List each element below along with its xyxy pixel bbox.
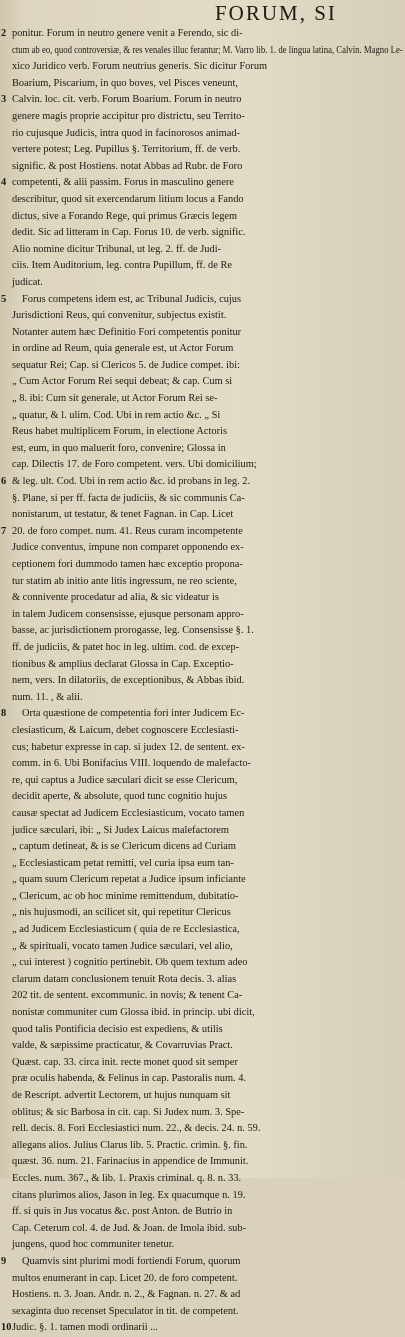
text-line (0, 607, 405, 624)
line-text: decidit aperte, & absolute, quod tunc cognitio hujus (12, 791, 227, 803)
line-text: nonistarum, ut testatur, & tenet Fagnan. in Cap. Licet (12, 509, 234, 521)
paragraph-number: 8 (1, 708, 7, 720)
line-text: in ordine ad Reum, quia generale est, ut Actor Forum (12, 343, 234, 355)
line-text: multos enumerant in cap. Licet 20. de foro competent. (12, 1272, 238, 1284)
line-text: tur statim ab initio ante litis ingressum, ne reo sciente, (12, 575, 237, 587)
text-line (0, 1304, 405, 1321)
text-line (0, 1171, 405, 1188)
line-text: tionibus & amplius declarat Glossa in Cap. Exceptio- (12, 658, 234, 670)
paragraph-number: 3 (1, 94, 7, 106)
line-text: quod talis Pontificia decisio est expediens, & utilis (12, 1023, 223, 1035)
text-line (0, 491, 405, 508)
text-line (0, 109, 405, 126)
text-line (0, 623, 405, 640)
line-text: citans plurimos alios, Jason in leg. Ex quacumque n. 19. (12, 1189, 246, 1201)
line-text: judice sæculari, ibi: „ Si Judex Laicus malefactorem (12, 824, 229, 836)
line-text: cap. Dilectis 17. de Foro competent. vers. Ubi domicilium; (12, 459, 257, 471)
line-text: clarum datam conclusionem tenuit Rota decis. 3. alias (12, 973, 237, 985)
text-line (0, 292, 405, 309)
text-line (0, 1138, 405, 1155)
line-text: genere magis proprie accipitur pro districtu, seu Territo- (12, 110, 245, 122)
line-text: judicat. (12, 276, 43, 288)
text-line (0, 225, 405, 242)
line-text: Judice conventus, impune non comparet opponendo ex- (12, 542, 244, 554)
line-text: comm. in 6. Ubi Bonifacius VIII. loquendo de malefacto- (12, 758, 252, 770)
line-text: clesiasticum, & Laicum, debet cognoscere Ecclesiasti- (12, 724, 239, 736)
text-line (0, 258, 405, 275)
line-text: competenti, & alii passim. Forus in masculino genere (12, 177, 234, 189)
text-line (0, 922, 405, 939)
line-text: „ & spirituali, vocato tamen Judice sæculari, vel alio, (12, 940, 233, 952)
line-text: quæst. 36. num. 21. Farinacius in appendice de Immunit. (12, 1156, 249, 1168)
line-text: ctum ab eo, quod controversiæ, & res venales illuc ferantur; M. Varro lib. 1. de lingua latina, Calvin. Magno Le- (12, 44, 403, 56)
line-text: sexaginta duo recenset Speculator in tit. de competent. (12, 1305, 239, 1317)
text-line (0, 740, 405, 757)
line-text: Orta quæstione de competentia fori inter Judicem Ec- (22, 708, 245, 720)
text-line (0, 358, 405, 375)
line-text: Quæst. cap. 33. circa init. recte monet quod sit semper (12, 1056, 238, 1068)
text-line (0, 192, 405, 209)
text-line (0, 76, 405, 93)
line-text: cus; habetur expresse in cap. si judex 12. de sentent. ex- (12, 741, 245, 753)
text-line (0, 939, 405, 956)
text-line (0, 673, 405, 690)
text-line (0, 1320, 405, 1337)
line-text: „ Clericum, ac ob hoc minime remittendum, dubitatio- (12, 890, 239, 902)
line-text: Alio nomine dicitur Tribunal, ut leg. 2. ff. de Judi- (12, 243, 222, 255)
line-text: nem, vers. In dilatoriis, de exceptionibus, & Abbas ibid. (12, 675, 245, 687)
text-line (0, 1088, 405, 1105)
text-line (0, 92, 405, 109)
line-text: rio cujusque Judicis, intra quod in facinorosos animad- (12, 127, 240, 139)
line-text: nonistæ communiter cum Glossa ibid. in princip. ubi dicit, (12, 1007, 255, 1019)
line-text: Eccles. num. 367., & lib. 1. Praxis criminal. q. 8. n. 33. (12, 1172, 242, 1184)
text-line (0, 1022, 405, 1039)
text-line (0, 126, 405, 143)
text-line (0, 1005, 405, 1022)
line-text: Judic. §. 1. tamen modi ordinarii ... (12, 1322, 159, 1334)
text-line (0, 955, 405, 972)
line-text: §. Plane, si per ff. facta de judiciis, & sic communis Ca- (12, 492, 245, 504)
text-line (0, 1038, 405, 1055)
text-line (0, 474, 405, 491)
line-text: causæ spectat ad Judicem Ecclesiasticum, vocato tamen (12, 807, 245, 819)
text-line (0, 839, 405, 856)
text-line (0, 540, 405, 557)
line-text: „ Ecclesiasticam petat remitti, vel curia ipsa eum tan- (12, 857, 234, 869)
text-line (0, 325, 405, 342)
line-text: „ 8. ibi: Cum sit generale, ut Actor Forum Rei se- (12, 393, 218, 405)
line-text: valde, & sæpissime practicatur, & Covarruvias Pract. (12, 1040, 233, 1052)
line-text: 20. de foro compet. num. 41. Reus curam incompetente (12, 525, 243, 537)
line-text: Cap. Ceterum col. 4. de Jud. & Joan. de Imola ibid. sub- (12, 1222, 247, 1234)
paragraph-number: 9 (1, 1255, 7, 1267)
line-text: dictus, sive a Forando Rege, qui primus Græcis legem (12, 210, 238, 222)
text-line (0, 872, 405, 889)
line-text: „ cui interest ) cognitio pertinebit. Ob quem textum adeo (12, 957, 248, 969)
line-text: Quamvis sint plurimi modi fortiendi Forum, quorum (22, 1255, 241, 1267)
line-text: „ ad Judicem Ecclesiasticum ( quia de re Ecclesiastica, (12, 924, 240, 936)
text-body (0, 26, 405, 1337)
text-line (0, 142, 405, 159)
text-line (0, 275, 405, 292)
line-text: Reus habet multiplicem Forum, in electione Actoris (12, 426, 227, 438)
text-line (0, 1055, 405, 1072)
text-line (0, 889, 405, 906)
text-line (0, 1105, 405, 1122)
line-text: ff. de judiciis, & patet hoc in leg. ultim. cod. de excep- (12, 641, 240, 653)
text-line (0, 308, 405, 325)
text-line (0, 640, 405, 657)
line-text: ceptionem fori dummodo tamen hæc exceptio propona- (12, 559, 243, 570)
line-text: oblitus; & sic Barbosa in cit. cap. Si Judex num. 3. Spe- (12, 1106, 245, 1118)
text-line (0, 690, 405, 707)
text-line (0, 391, 405, 408)
line-text: xico Juridico verb. Forum neutrius generis. Sic dicitur Forum (12, 61, 268, 73)
text-line (0, 1154, 405, 1171)
text-line (0, 574, 405, 591)
line-text: Calvin. loc. cit. verb. Forum Boarium. Forum in neutro (12, 94, 242, 106)
text-line (0, 408, 405, 425)
paragraph-number: 5 (1, 293, 7, 305)
line-text: „ quam suum Clericum repetat a Judice ipsum inficiante (12, 874, 246, 886)
text-line (0, 242, 405, 259)
text-line (0, 756, 405, 773)
line-text: „ nis hujusmodi, an scilicet sit, qui repetitur Clericus (12, 907, 231, 919)
text-line (0, 1287, 405, 1304)
text-line (0, 26, 405, 43)
text-line (0, 1071, 405, 1088)
text-line (0, 524, 405, 541)
paragraph-number: 4 (1, 177, 7, 189)
line-text: Jurisdictioni Reus, qui convenitur, subjectus existit. (12, 310, 227, 322)
text-line (0, 159, 405, 176)
line-text: Forus competens idem est, ac Tribunal Judicis, cujus (22, 293, 242, 305)
text-line (0, 856, 405, 873)
text-line (0, 789, 405, 806)
line-text: ciis. Item Auditorium, leg. contra Pupillum, ff. de Re (12, 260, 232, 272)
line-text: Notanter autem hæc Definitio Fori competentis ponitur (12, 326, 242, 338)
line-text: ff. si quis in Jus vocatus &c. post Anton. de Butrio in (12, 1206, 233, 1218)
text-line (0, 1188, 405, 1205)
text-line (0, 823, 405, 840)
text-line (0, 972, 405, 989)
line-text: Hostiens. n. 3. Joan. Andr. n. 2., & Fagnan. n. 27. & ad (12, 1289, 241, 1301)
line-text: in talem Judicem consensisse, ejusque personam appro- (12, 608, 244, 620)
text-line (0, 723, 405, 740)
line-text: præ oculis habenda, & Felinus in cap. Pastoralis num. 4. (12, 1073, 247, 1085)
line-text: allegans alios. Julius Clarus lib. 5. Practic. crimin. §. fin. (12, 1139, 248, 1151)
line-text: „ captum detineat, & is se Clericum dicens ad Curiam (12, 841, 236, 853)
line-text: re, qui captus a Judice sæculari dicit se esse Clericum, (12, 774, 238, 786)
text-line (0, 1254, 405, 1271)
line-text: basse, ac jurisdictionem prorogasse, leg. Consensisse §. 1. (12, 625, 254, 637)
line-text: jungens, quod hoc communiter tenetur. (12, 1239, 175, 1251)
running-head: FORUM, SI (215, 1, 337, 25)
line-text: describitur, quod sit exercendarum litium locus a Fando (12, 193, 244, 205)
paragraph-number: 6 (1, 476, 7, 488)
text-line (0, 773, 405, 790)
text-line (0, 374, 405, 391)
line-text: 202 tit. de sentent. excommunic. in novis; & tenent Ca- (12, 990, 243, 1002)
text-line (0, 1237, 405, 1254)
text-line (0, 1221, 405, 1238)
line-text: sequatur Rei; Cap. si Clericos 5. de Judice compet. ibi: (12, 359, 240, 371)
line-text: rell. decis. 8. Fori Ecclesiastici num. 22., & decis. 24. n. 59. (12, 1123, 261, 1135)
paragraph-number: 10 (1, 1322, 12, 1334)
line-text: & conniventе procedatur ad alia, & sic videatur is (12, 592, 219, 604)
text-line (0, 1271, 405, 1288)
paragraph-number: 2 (1, 28, 7, 39)
text-line (0, 988, 405, 1005)
text-line (0, 806, 405, 823)
line-text: vertere potest; Leg. Pupillus §. Territorium, ff. de verb. (12, 144, 241, 156)
text-line (0, 59, 405, 76)
paragraph-number: 7 (1, 525, 7, 537)
line-text: de Rescript. advertit Lectorem, ut hujus nunquam sit (12, 1090, 231, 1101)
text-line (0, 905, 405, 922)
line-text: „ quatur, & l. ulim. Cod. Ubi in rem actio &c. „ Si (12, 409, 221, 421)
text-line (0, 657, 405, 674)
text-line (0, 1204, 405, 1221)
text-line (0, 209, 405, 226)
line-text: signific. & post Hostiens. notat Abbas ad Rubr. de Foro (12, 160, 243, 172)
line-text: ponitur. Forum in neutro genere venit a Ferendo, sic di- (12, 28, 243, 39)
text-line (0, 43, 405, 60)
line-text: dedit. Sic ad litteram in Cap. Forus 10. de verb. signific. (12, 227, 246, 239)
text-line (0, 706, 405, 723)
text-line (0, 341, 405, 358)
text-line (0, 441, 405, 458)
line-text: & leg. ult. Cod. Ubi in rem actio &c. id probans in leg. 2. (12, 476, 251, 488)
text-line (0, 590, 405, 607)
text-line (0, 507, 405, 524)
text-line (0, 424, 405, 441)
text-line (0, 1121, 405, 1138)
text-line (0, 457, 405, 474)
line-text: Boarium, Piscarium, in quo boves, vel Pisces veneunt, (12, 77, 238, 89)
line-text: „ Cum Actor Forum Rei sequi debeat; & cap. Cum si (12, 376, 233, 388)
line-text: num. 11. , & alii. (12, 691, 83, 703)
text-line (0, 175, 405, 192)
line-text: est, eum, in quo maluerit foro, convenire; Glossa in (12, 442, 226, 454)
text-line (0, 557, 405, 574)
